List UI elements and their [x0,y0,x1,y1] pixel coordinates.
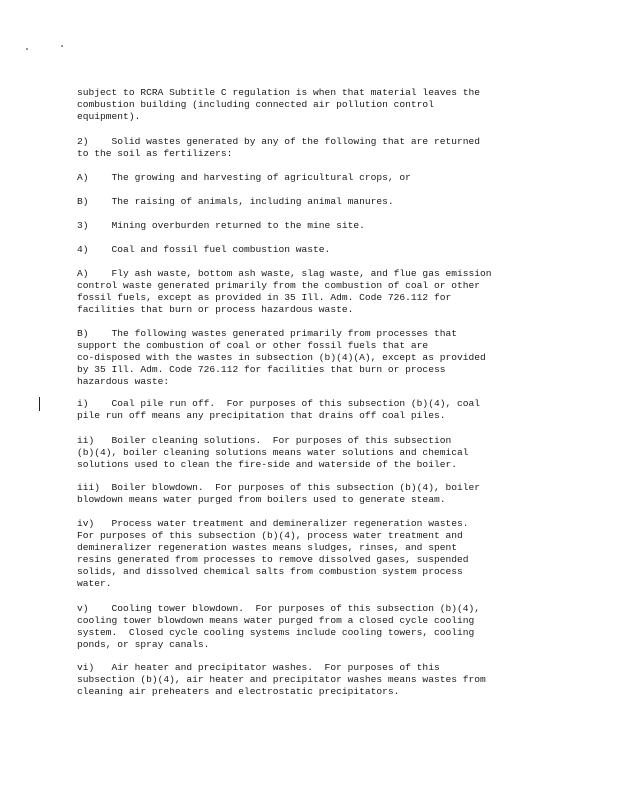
scan-speck [26,48,28,50]
paragraph-item-i: i) Coal pile run off. For purposes of this subsection (b)(4), coal pile run off means any precipitation that drains off coal piles. [77,398,481,421]
revision-bar [39,397,40,411]
scan-speck [61,45,63,47]
paragraph-item-ii: ii) Boiler cleaning solutions. For purposes of this subsection (b)(4), boiler cleaning solutions means water solutions and chemical solutions used to clean the fire-side and waterside of the boiler. [77,435,469,470]
paragraph-item-3: 3) Mining overburden returned to the mine site. [77,220,365,231]
paragraph-continuation: subject to RCRA Subtitle C regulation is when that material leaves the combustion building (including connected air pollution control equipment). [77,87,481,122]
paragraph-item-vi: vi) Air heater and precipitator washes. For purposes of this subsection (b)(4), air heater and precipitator washes means wastes from cleaning air preheaters and electrostatic precipitators. [77,662,486,697]
paragraph-item-iii: iii) Boiler blowdown. For purposes of this subsection (b)(4), boiler blowdown means water purged from boilers used to generate steam. [77,482,481,505]
paragraph-item-iv: iv) Process water treatment and demineralizer regeneration wastes. For purposes of this subsection (b)(4), process water treatment and demineralizer regeneration wastes means sludges, rinses, and spent resins generated from processes to remove dissolved gases, suspended solids, and dissolved chemical salts from combustion system process water. [77,518,469,589]
paragraph-item-2a: A) The growing and harvesting of agricultural crops, or [77,172,411,183]
paragraph-item-2b: B) The raising of animals, including animal manures. [77,196,394,207]
paragraph-item-4a: A) Fly ash waste, bottom ash waste, slag waste, and flue gas emission control waste generated primarily from the combustion of coal or other fossil fuels, except as provided in 35 Ill. Adm. Code 726.112 for facilities that burn or process hazardous waste. [77,268,492,315]
paragraph-item-4: 4) Coal and fossil fuel combustion waste. [77,244,331,255]
paragraph-item-4b: B) The following wastes generated primarily from processes that support the combustion of coal or other fossil fuels that are co-disposed with the wastes in subsection (b)(4)(A), except as provided by 35 Ill. Adm. Code 726.112 for facilities that burn or process hazardous waste: [77,328,486,387]
paragraph-item-v: v) Cooling tower blowdown. For purposes of this subsection (b)(4), cooling tower blowdown means water purged from a closed cycle cooling system. Closed cycle cooling systems include cooling towers, cooling ponds, or spray canals. [77,603,481,650]
paragraph-item-2: 2) Solid wastes generated by any of the following that are returned to the soil as fertilizers: [77,136,481,159]
